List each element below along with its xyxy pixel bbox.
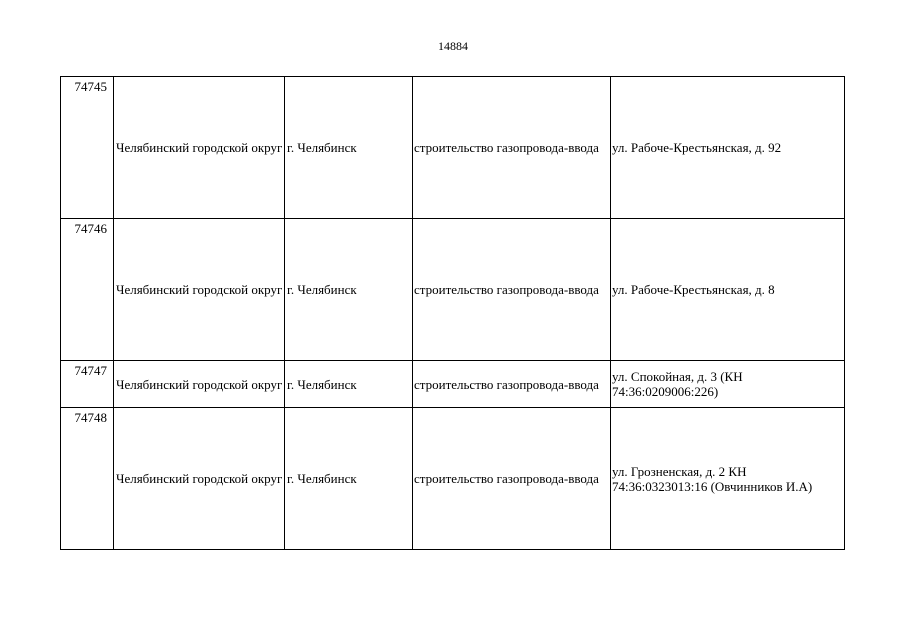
purpose-cell: строительство газопровода-ввода	[413, 219, 611, 361]
purpose-cell: строительство газопровода-ввода	[413, 77, 611, 219]
city-cell: г. Челябинск	[285, 219, 413, 361]
record-number: 74748	[61, 408, 114, 550]
page-number: 14884	[438, 39, 468, 53]
record-number: 74745	[61, 77, 114, 219]
address-cell: ул. Рабоче-Крестьянская, д. 92	[611, 77, 845, 219]
record-number: 74746	[61, 219, 114, 361]
purpose-cell: строительство газопровода-ввода	[413, 408, 611, 550]
table-row	[61, 361, 845, 408]
district-cell: Челябинский городской округ	[114, 361, 285, 408]
address-cell: ул. Спокойная, д. 3 (КН 74:36:0209006:226)	[611, 361, 845, 408]
district-cell: Челябинский городской округ	[114, 219, 285, 361]
table-row	[61, 77, 845, 219]
purpose-cell: строительство газопровода-ввода	[413, 361, 611, 408]
table-row	[61, 408, 845, 550]
record-number: 74747	[61, 361, 114, 408]
table-row	[61, 219, 845, 361]
address-cell: ул. Рабоче-Крестьянская, д. 8	[611, 219, 845, 361]
city-cell: г. Челябинск	[285, 77, 413, 219]
city-cell: г. Челябинск	[285, 408, 413, 550]
city-cell: г. Челябинск	[285, 361, 413, 408]
district-cell: Челябинский городской округ	[114, 408, 285, 550]
district-cell: Челябинский городской округ	[114, 77, 285, 219]
records-table	[60, 76, 845, 550]
address-cell: ул. Грозненская, д. 2 КН 74:36:0323013:16 (Овчинников И.А)	[611, 408, 845, 550]
